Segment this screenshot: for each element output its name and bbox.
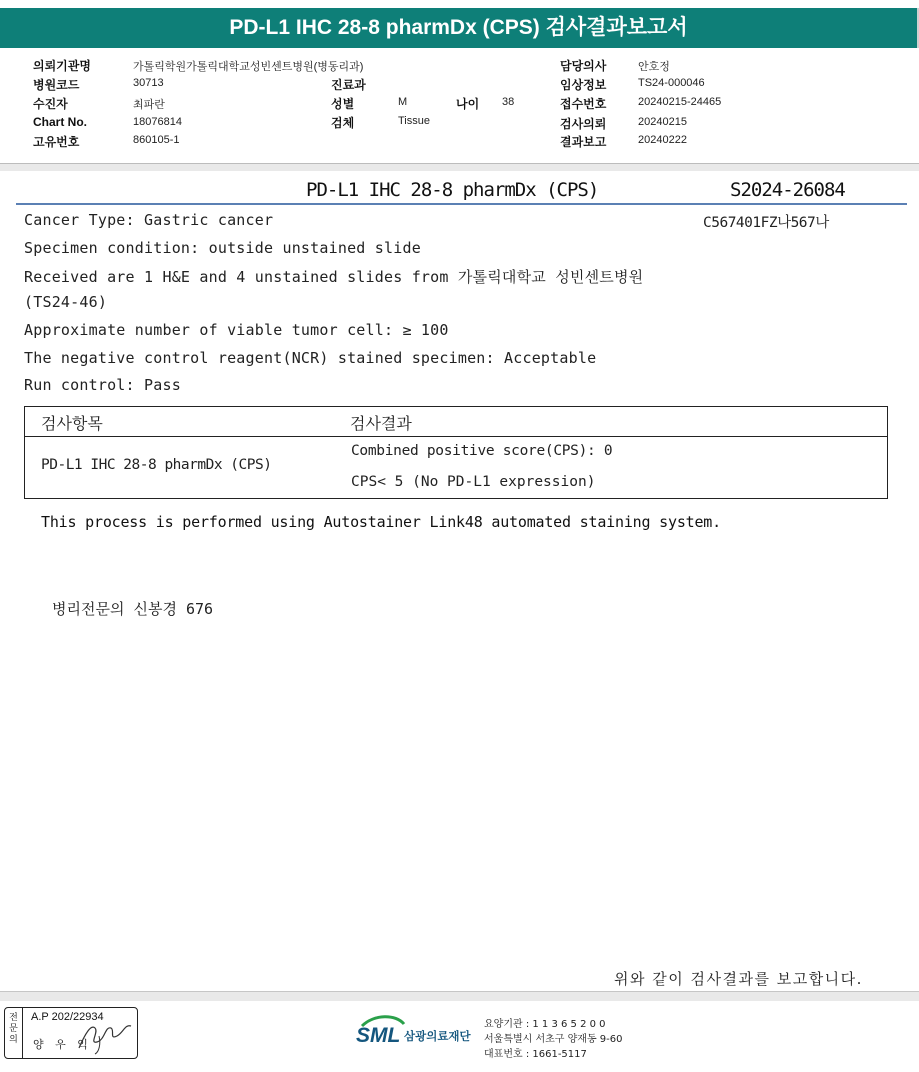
sml-logo-text: SML	[356, 1024, 401, 1047]
patient-info-header	[0, 48, 919, 163]
chart-no-label: Chart No.	[33, 115, 87, 129]
report-line-ncr: The negative control reagent(NCR) stained specimen: Acceptable	[24, 349, 597, 367]
footer-divider	[0, 991, 919, 1001]
hospital-code-value: 30713	[133, 77, 164, 89]
result-cps-score: Combined positive score(CPS): 0	[351, 443, 613, 459]
receipt-no-label: 접수번호	[560, 97, 607, 111]
clinical-info-label: 임상정보	[560, 78, 607, 92]
header-divider	[0, 163, 919, 171]
signature-scribble	[75, 1014, 135, 1056]
pathologist-signature-line: 병리전문의 신봉경 676	[52, 600, 214, 618]
sex-value: M	[398, 96, 408, 108]
side-code: C567401FZ나567나	[703, 215, 829, 231]
stamp-ap-number: A.P 202/22934	[31, 1011, 104, 1023]
report-date-label: 결과보고	[560, 135, 607, 149]
result-cps-interpretation: CPS< 5 (No PD-L1 expression)	[351, 474, 596, 490]
patient-label: 수진자	[33, 97, 68, 111]
title-rule	[16, 203, 907, 205]
foundation-name: 삼광의료재단	[404, 1029, 471, 1043]
institution-label: 의뢰기관명	[33, 59, 91, 73]
report-date-value: 20240222	[638, 134, 687, 146]
receipt-no-value: 20240215-24465	[638, 96, 722, 108]
age-label: 나이	[456, 97, 480, 111]
institution-value: 가톨릭학원가톨릭대학교성빈센트병원(병동리과)	[133, 61, 364, 73]
column-header-result: 검사결과	[350, 414, 412, 433]
stamp-side-label: 전문의	[5, 1008, 23, 1058]
clinical-info-value: TS24-000046	[638, 77, 705, 89]
age-value: 38	[502, 96, 515, 108]
sex-label: 성별	[331, 97, 355, 111]
chart-no-value: 18076814	[133, 116, 182, 128]
report-line-tumor-cells: Approximate number of viable tumor cell: ≥ 100	[24, 321, 449, 339]
report-line-case-ref: (TS24-46)	[24, 293, 108, 311]
patient-value: 최파란	[133, 99, 165, 111]
report-number: S2024-26084	[730, 179, 845, 201]
specimen-value: Tissue	[398, 115, 430, 127]
report-line-received: Received are 1 H&E and 4 unstained slides from 가톨릭대학교 성빈센트병원	[24, 268, 644, 286]
institution-code: 요양기관 : 1 1 3 6 5 2 0 0	[484, 1019, 606, 1030]
method-footnote: This process is performed using Autostainer Link48 automated staining system.	[41, 513, 721, 531]
unique-no-value: 860105-1	[133, 134, 180, 146]
report-line-run-control: Run control: Pass	[24, 376, 181, 394]
closing-statement: 위와 같이 검사결과를 보고합니다.	[614, 970, 863, 988]
unique-no-label: 고유번호	[33, 135, 80, 149]
stamp-name: 양 우 익	[33, 1038, 92, 1051]
column-header-item: 검사항목	[41, 414, 103, 433]
test-name: PD-L1 IHC 28-8 pharmDx (CPS)	[306, 179, 599, 201]
footer-phone: 대표번호 : 1661-5117	[484, 1049, 587, 1060]
hospital-code-label: 병원코드	[33, 78, 80, 92]
report-line-cancer-type: Cancer Type: Gastric cancer	[24, 211, 274, 229]
result-item-name: PD-L1 IHC 28-8 pharmDx (CPS)	[41, 457, 272, 473]
request-date-label: 검사의뢰	[560, 117, 607, 131]
result-table	[24, 406, 888, 499]
footer-address: 서울특별시 서초구 양재동 9-60	[484, 1034, 623, 1045]
pathologist-stamp	[4, 1007, 138, 1059]
result-table-header	[25, 407, 887, 437]
report-line-specimen-condition: Specimen condition: outside unstained slide	[24, 239, 421, 257]
report-title-bar: PD-L1 IHC 28-8 pharmDx (CPS) 검사결과보고서	[0, 8, 919, 48]
doctor-label: 담당의사	[560, 59, 607, 73]
specimen-label: 검체	[331, 116, 355, 130]
request-date-value: 20240215	[638, 116, 687, 128]
doctor-value: 안호정	[638, 61, 670, 73]
department-label: 진료과	[331, 78, 366, 92]
